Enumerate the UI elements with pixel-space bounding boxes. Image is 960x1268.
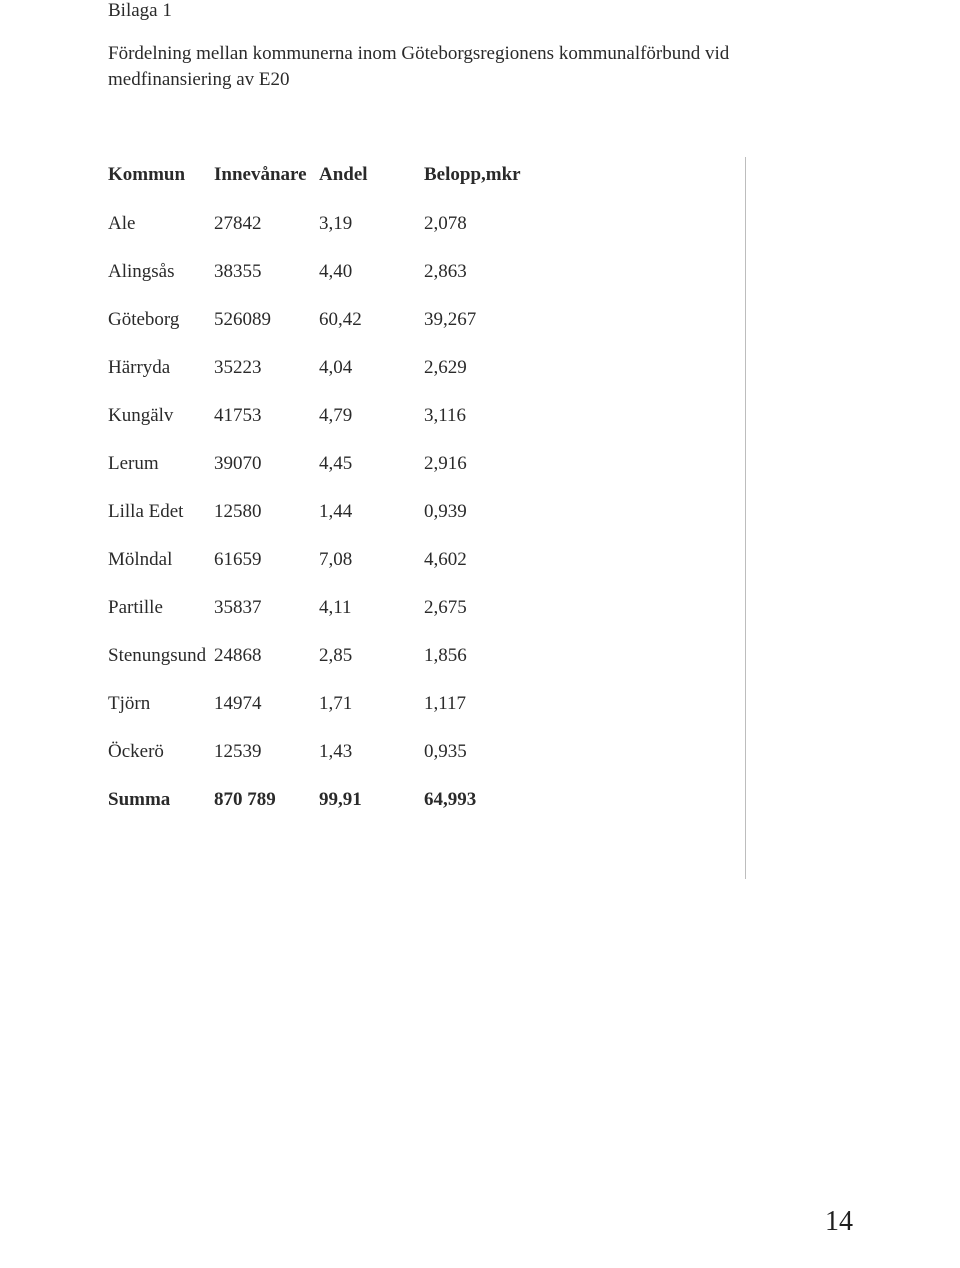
cell-kommun: Kungälv	[108, 405, 174, 426]
cell-innevanare: 14974	[214, 693, 262, 714]
cell-andel: 3,19	[319, 213, 353, 234]
cell-kommun: Härryda	[108, 357, 171, 378]
cell-belopp: 39,267	[424, 309, 477, 330]
cell-andel: 4,79	[319, 405, 353, 426]
total-label: Summa	[108, 789, 171, 810]
cell-kommun: Tjörn	[108, 693, 151, 714]
table-row	[108, 453, 608, 483]
page-number: 14	[825, 1206, 853, 1237]
cell-innevanare: 39070	[214, 453, 262, 474]
table-row	[108, 549, 608, 579]
cell-andel: 4,40	[319, 261, 353, 282]
total-innevanare: 870 789	[214, 789, 276, 810]
cell-innevanare: 41753	[214, 405, 262, 426]
cell-kommun: Göteborg	[108, 309, 180, 330]
header-kommun: Kommun	[108, 164, 186, 185]
table-row	[108, 309, 608, 339]
total-belopp: 64,993	[424, 789, 477, 810]
cell-kommun: Alingsås	[108, 261, 175, 282]
cell-belopp: 3,116	[424, 405, 467, 426]
cell-innevanare: 24868	[214, 645, 262, 666]
cell-innevanare: 35837	[214, 597, 262, 618]
appendix-label: Bilaga 1	[108, 0, 172, 21]
table-row	[108, 741, 608, 771]
cell-kommun: Stenungsund	[108, 645, 207, 666]
table-row	[108, 213, 608, 243]
cell-belopp: 4,602	[424, 549, 467, 570]
cell-belopp: 1,856	[424, 645, 467, 666]
cell-innevanare: 526089	[214, 309, 271, 330]
cell-innevanare: 38355	[214, 261, 262, 282]
table-row	[108, 693, 608, 723]
cell-belopp: 0,939	[424, 501, 467, 522]
scan-margin-line	[745, 157, 746, 879]
cell-innevanare: 27842	[214, 213, 262, 234]
table-row	[108, 645, 608, 675]
table-row	[108, 261, 608, 291]
cell-kommun: Ale	[108, 213, 136, 234]
cell-belopp: 2,675	[424, 597, 467, 618]
table-header-row	[108, 164, 608, 194]
cell-belopp: 1,117	[424, 693, 467, 714]
cell-belopp: 2,916	[424, 453, 467, 474]
header-andel: Andel	[319, 164, 368, 185]
cell-andel: 1,71	[319, 693, 353, 714]
table-row	[108, 501, 608, 531]
cell-andel: 4,04	[319, 357, 353, 378]
table-row	[108, 597, 608, 627]
header-innevanare: Innevånare	[214, 164, 307, 185]
cell-kommun: Öckerö	[108, 741, 164, 762]
cell-andel: 7,08	[319, 549, 353, 570]
table-total-row	[108, 789, 608, 819]
header-belopp: Belopp,mkr	[424, 164, 521, 185]
cell-belopp: 0,935	[424, 741, 467, 762]
total-andel: 99,91	[319, 789, 362, 810]
cell-innevanare: 35223	[214, 357, 262, 378]
cell-innevanare: 12580	[214, 501, 262, 522]
cell-belopp: 2,629	[424, 357, 467, 378]
cell-kommun: Lerum	[108, 453, 159, 474]
cell-andel: 4,45	[319, 453, 353, 474]
cell-belopp: 2,078	[424, 213, 467, 234]
cell-kommun: Mölndal	[108, 549, 173, 570]
cell-kommun: Lilla Edet	[108, 501, 184, 522]
cell-andel: 60,42	[319, 309, 362, 330]
cell-andel: 1,43	[319, 741, 353, 762]
cell-kommun: Partille	[108, 597, 163, 618]
table-row	[108, 357, 608, 387]
cell-andel: 2,85	[319, 645, 353, 666]
document-title: Fördelning mellan kommunerna inom Göteborgsregionens kommunalförbund vid medfinansiering av E20	[108, 43, 730, 90]
cell-andel: 1,44	[319, 501, 353, 522]
cell-belopp: 2,863	[424, 261, 467, 282]
table-row	[108, 405, 608, 435]
cell-innevanare: 61659	[214, 549, 262, 570]
cell-innevanare: 12539	[214, 741, 262, 762]
cell-andel: 4,11	[319, 597, 352, 618]
